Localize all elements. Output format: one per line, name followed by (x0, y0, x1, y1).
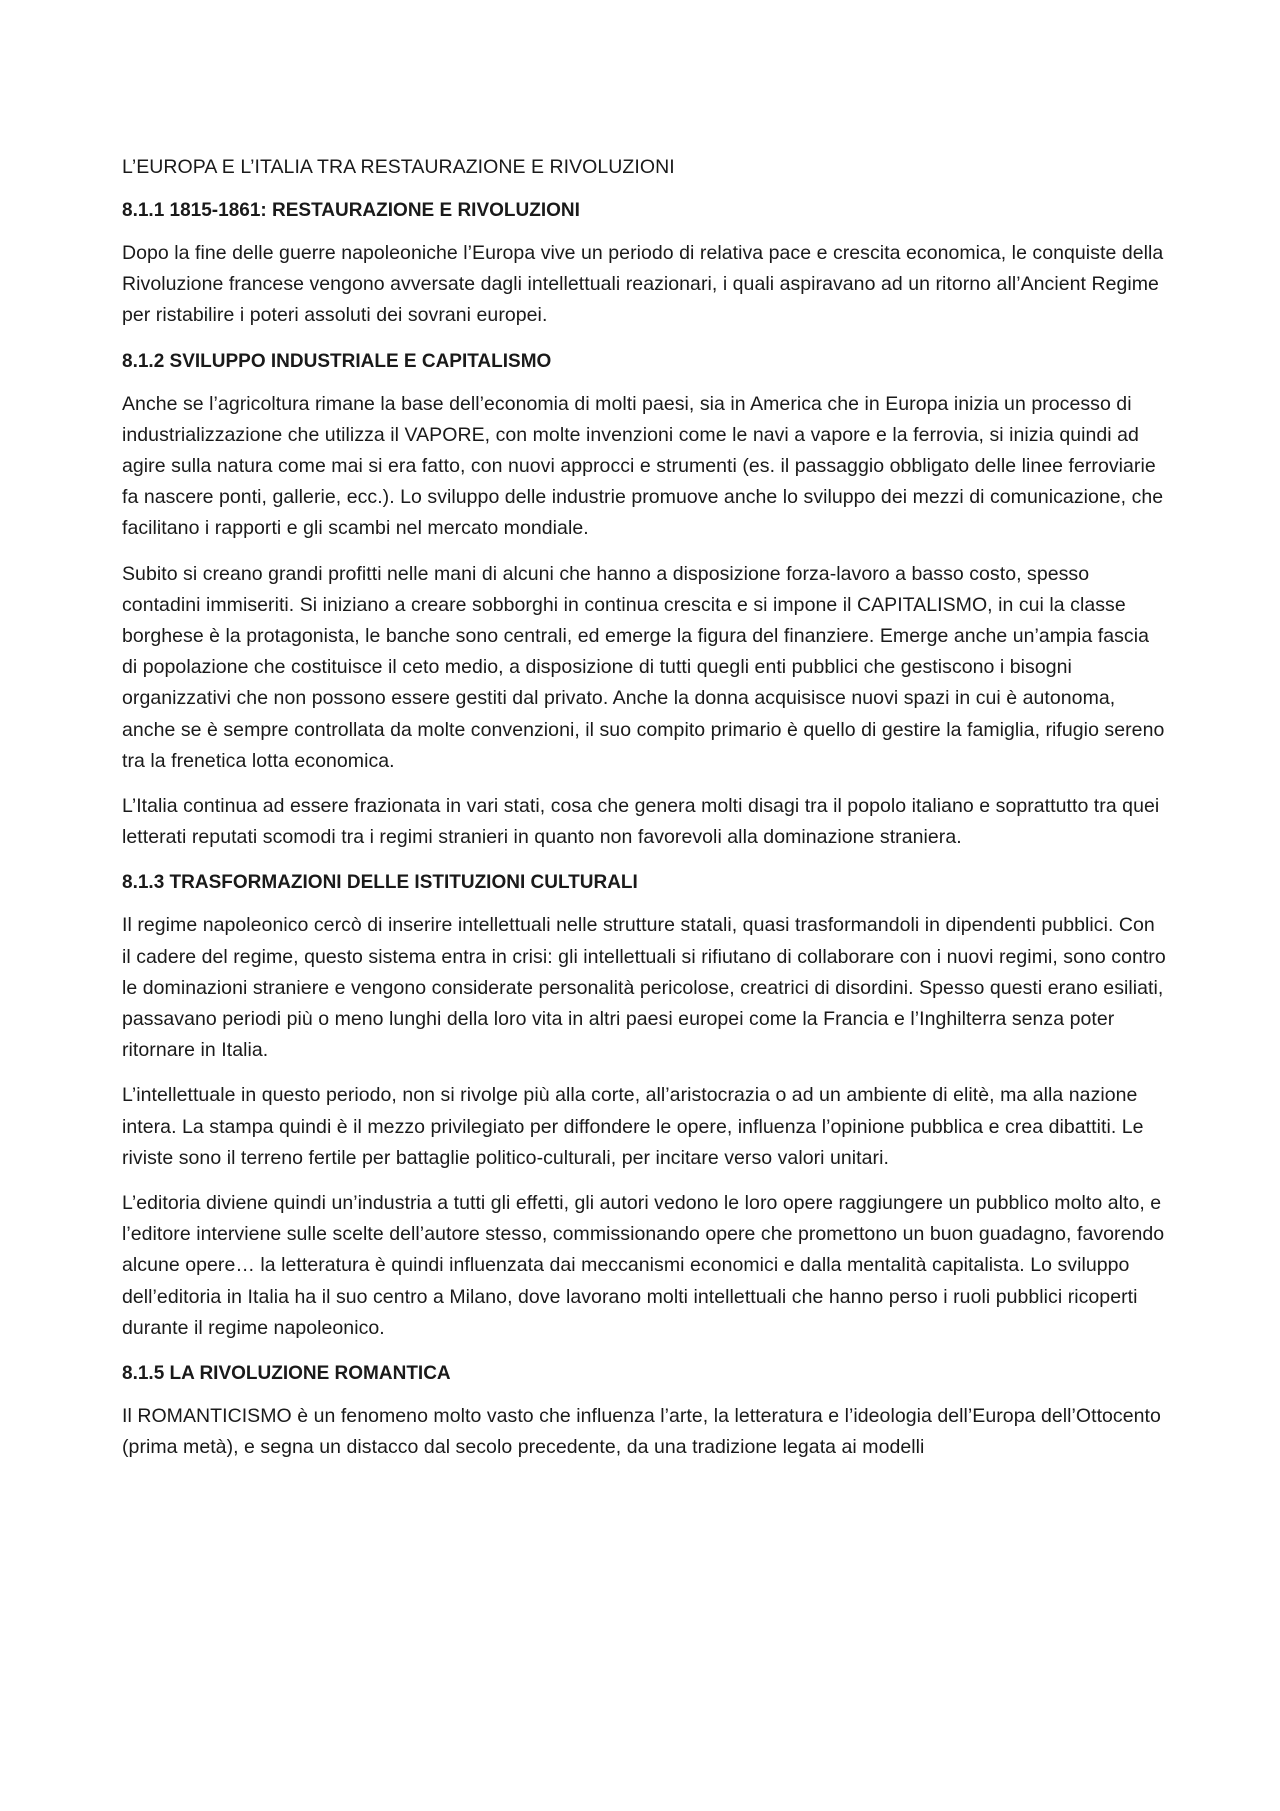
paragraph: Anche se l’agricoltura rimane la base dell’economia di molti paesi, sia in America che in Europa inizia un processo di industrializzazione che utilizza il VAPORE, con molte invenzioni come le navi a vapore e la ferrovia, si inizia quindi ad agire sulla natura come mai si era fatto, con nuovi approcci e strumenti (es. il passaggio obbligato delle linee ferroviarie fa nascere ponti, gallerie, ecc.). Lo sviluppo delle industrie promuove anche lo sviluppo dei mezzi di comunicazione, che facilitano i rapporti e gli scambi nel mercato mondiale. (122, 392, 1164, 540)
section-heading: 8.1.2 SVILUPPO INDUSTRIALE E CAPITALISMO (122, 350, 552, 372)
paragraph: L’Italia continua ad essere frazionata in vari stati, cosa che genera molti disagi tra il popolo italiano e soprattutto tra quei letterati reputati scomodi tra i regimi stranieri in quanto non favorevoli alla dominazione straniera. (122, 795, 1160, 849)
paragraph: Dopo la fine delle guerre napoleoniche l’Europa vive un periodo di relativa pace e crescita economica, le conquiste della Rivoluzione francese vengono avversate dagli intellettuali reazionari, i quali aspiravano ad un ritorno all’Ancient Regime per ristabilire i poteri assoluti dei sovrani europei. (122, 242, 1164, 327)
paragraph: L’intellettuale in questo periodo, non si rivolge più alla corte, all’aristocrazia o ad un ambiente di elitè, ma alla nazione intera. La stampa quindi è il mezzo privilegiato per diffondere le opere, influenza l’opinione pubblica e crea dibattiti. Le riviste sono il terreno fertile per battaglie politico-culturali, per incitare verso valori unitari. (122, 1084, 1144, 1169)
paragraph: Subito si creano grandi profitti nelle mani di alcuni che hanno a disposizione forza-lavoro a basso costo, spesso contadini immiseriti. Si iniziano a creare sobborghi in continua crescita e si impone il CAPITALISMO, in cui la classe borghese è la protagonista, le banche sono centrali, ed emerge la figura del finanziere. Emerge anche un’ampia fascia di popolazione che costituisce il ceto medio, a disposizione di tutti quegli enti pubblici che gestiscono i bisogni organizzativi che non possono essere gestiti dal privato. Anche la donna acquisisce nuovi spazi in cui è autonoma, anche se è sempre controllata da molte convenzioni, il suo compito primario è quello di gestire la famiglia, rifugio sereno tra la frenetica lotta economica. (122, 562, 1165, 772)
section-8-1-1 (122, 195, 1167, 332)
document-title: L’EUROPA E L’ITALIA TRA RESTAURAZIONE E RIVOLUZIONI (122, 156, 675, 178)
section-8-1-5 (122, 1358, 1167, 1463)
section-heading: 8.1.1 1815-1861: RESTAURAZIONE E RIVOLUZIONI (122, 200, 580, 221)
paragraph: Il ROMANTICISMO è un fenomeno molto vasto che influenza l’arte, la letteratura e l’ideologia dell’Europa dell’Ottocento (prima metà), e segna un distacco dal secolo precedente, da una tradizione legata ai modelli (122, 1405, 1161, 1459)
section-heading: 8.1.3 TRASFORMAZIONI DELLE ISTITUZIONI CULTURALI (122, 872, 638, 894)
section-8-1-3 (122, 867, 1167, 1344)
document-page (122, 152, 1167, 1478)
section-heading: 8.1.5 LA RIVOLUZIONE ROMANTICA (122, 1363, 451, 1385)
paragraph: Il regime napoleonico cercò di inserire intellettuali nelle strutture statali, quasi trasformandoli in dipendenti pubblici. Con il cadere del regime, questo sistema entra in crisi: gli intellettuali si rifiutano di collaborare con i nuovi regimi, sono contro le dominazioni straniere e vengono considerate personalità pericolose, creatrici di disordini. Spesso questi erano esiliati, passavano periodi più o meno lunghi della loro vita in altri paesi europei come la Francia e l’Inghilterra senza poter ritornare in Italia. (122, 914, 1166, 1062)
paragraph: L’editoria diviene quindi un’industria a tutti gli effetti, gli autori vedono le loro opere raggiungere un pubblico molto alto, e l’editore interviene sulle scelte dell’autore stesso, commissionando opere che promettono un buon guadagno, favorendo alcune opere… la letteratura è quindi influenzata dai meccanismi economici e dalla mentalità capitalista. Lo sviluppo dell’editoria in Italia ha il suo centro a Milano, dove lavorano molti intellettuali che hanno perso i ruoli pubblici ricoperti durante il regime napoleonico. (122, 1192, 1165, 1339)
section-8-1-2 (122, 346, 1167, 854)
